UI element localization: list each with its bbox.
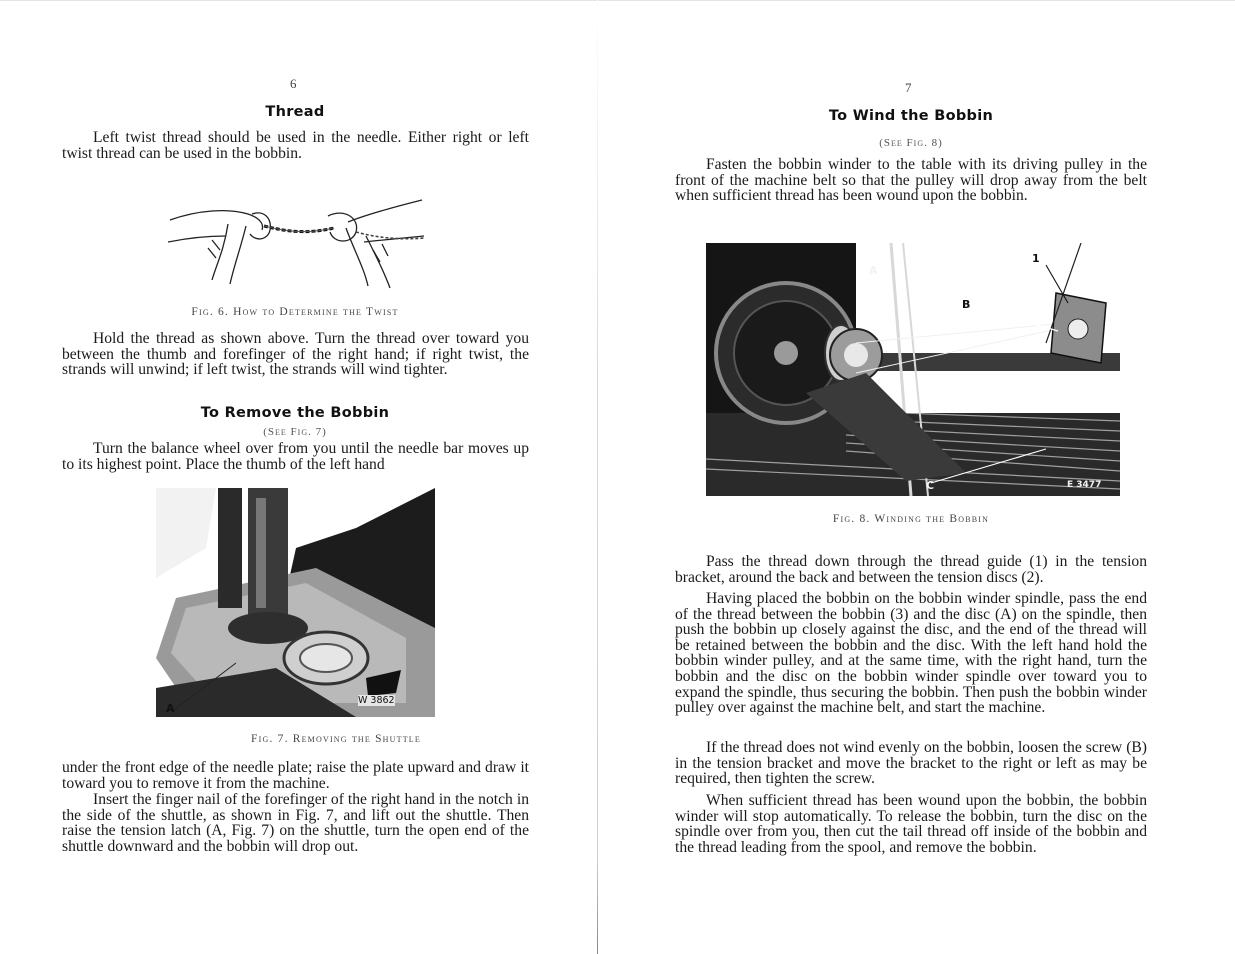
hold-thread-paragraph: Hold the thread as shown above. Turn the thread over toward you between the thumb and forefinger of the right hand; if right twist, the strands will unwind; if left twist, the strands will wind tighter. <box>62 330 529 379</box>
if-thread-paragraph: If the thread does not wind evenly on the bobbin, loosen the screw (B) in the tension bracket and move the bracket to the right or left as may be required, then tighten the screw. <box>675 739 1147 788</box>
remove-bobbin-subheading: (See Fig. 7) <box>263 426 327 438</box>
left-page <box>0 0 598 954</box>
insert-finger-paragraph: Insert the finger nail of the forefinger of the right hand in the notch in the side of the shuttle, as shown in Fig. 7, and lift out the shuttle. Then raise the tension latch (A, Fig. 7) on the shuttle, turn the open end of the shuttle downward and the bobbin will drop out. <box>62 791 529 855</box>
fig6-hands-illustration <box>168 180 424 292</box>
page-number: 6 <box>290 76 297 91</box>
fig8-label-a: A <box>869 264 878 277</box>
when-sufficient-paragraph: When sufficient thread has been wound upon the bobbin, the bobbin winder will stop automatically. To release the bobbin, turn the disc on the spindle over from you, then cut the tail thread off inside of the bobbin and the thread leading from the spool, and remove the bobbin. <box>675 792 1147 856</box>
pass-thread-paragraph: Pass the thread down through the thread guide (1) in the tension bracket, around the back and between the tension discs (2). <box>675 553 1147 586</box>
right-page <box>598 0 1235 954</box>
fig6-caption: Fig. 6. How to Determine the Twist <box>191 306 399 318</box>
fig7-shuttle-photo <box>156 488 435 717</box>
fig8-label-c: C <box>926 479 935 492</box>
fig7-code: W 3862 <box>358 695 395 706</box>
fig7-label-a: A <box>166 702 175 715</box>
having-placed-paragraph: Having placed the bobbin on the bobbin winder spindle, pass the end of the thread between the bobbin (3) and the disc (A) on the spindle, then push the bobbin up closely against the disc, and the end of the thread will be retained between the bobbin and the disc. With the left hand hold the bobbin winder pulley, and at the same time, with the right hand, turn the bobbin and the disc on the bobbin winder spindle over toward you to expand the spindle, thus securing the bobbin. Then push the bobbin winder pulley over against the machine belt, and start the machine. <box>675 590 1147 717</box>
thread-heading: Thread <box>265 104 325 120</box>
fig8-label-1: 1 <box>1032 252 1040 265</box>
fasten-winder-paragraph: Fasten the bobbin winder to the table with its driving pulley in the front of the machine belt so that the pulley will drop away from the belt when sufficient thread has been wound upon the bobbin. <box>675 156 1147 205</box>
fig8-bobbin-winder-photo <box>706 243 1120 496</box>
remove-bobbin-heading: To Remove the Bobbin <box>200 405 390 421</box>
fig8-caption: Fig. 8. Winding the Bobbin <box>832 513 990 525</box>
wind-bobbin-heading: To Wind the Bobbin <box>828 108 994 124</box>
page-number: 7 <box>905 80 912 95</box>
fig7-caption: Fig. 7. Removing the Shuttle <box>251 733 421 745</box>
thread-paragraph: Left twist thread should be used in the needle. Either right or left twist thread can be used in the bobbin. <box>62 129 529 162</box>
fig8-label-b: B <box>962 298 971 311</box>
fig8-code: E 3477 <box>1067 480 1102 490</box>
wind-bobbin-subheading: (See Fig. 8) <box>879 137 943 149</box>
turn-balance-paragraph: Turn the balance wheel over from you until the needle bar moves up to its highest point. Place the thumb of the left hand <box>62 440 529 473</box>
under-plate-paragraph: under the front edge of the needle plate; raise the plate upward and draw it toward you to remove it from the machine. <box>62 759 529 792</box>
